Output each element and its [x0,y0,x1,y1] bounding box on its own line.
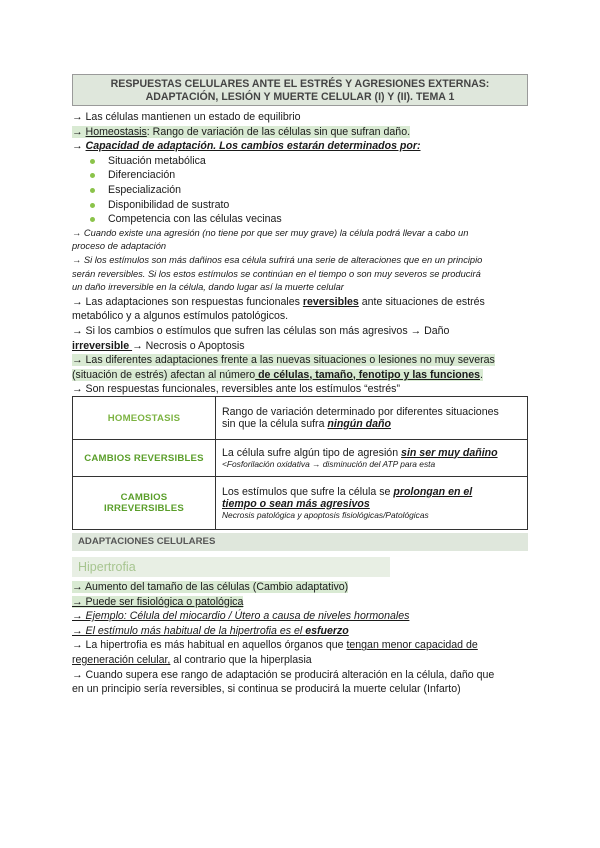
para-1b: metabólico y a algunos estímulos patológicos. [72,310,289,323]
text: IRREVERSIBLES [104,503,184,514]
hip-line-3 [72,609,534,624]
note-1b: proceso de adaptación [72,241,167,252]
text: → Ejemplo: Célula del miocardio / Útero a causa de niveles hormonales [72,610,410,623]
text: al contrario que la hiperplasia [170,653,312,666]
list-item: Diferenciación [90,168,534,183]
intro-line-1: → Las células mantienen un estado de equilibrio [72,111,301,123]
text [222,418,521,430]
emphasis: esfuerzo [305,624,349,637]
cell-response-table [72,396,528,530]
text: Necrosis patológica y apoptosis fisiológicas/Patológicas [222,509,429,520]
table-key: CAMBIOS REVERSIBLES [73,440,216,477]
table-row [73,440,528,477]
table-value [216,477,528,530]
text [222,486,521,498]
text: ante situaciones de estrés [358,295,485,308]
hip-line-1 [72,580,534,595]
para-2b [72,339,534,354]
hip-line-8: en un principio sería reversibles, si continua se producirá la muerte celular (Infarto) [72,683,461,696]
homeostasis-term: Homeostasis [85,125,147,138]
text: → El estímulo más habitual de la hipertrofia es el [72,624,306,637]
hip-line-5 [72,638,534,653]
list-item: Situación metabólica [90,154,534,169]
table-value [216,440,528,477]
text: CAMBIOS [120,492,168,503]
adaptation-factors-list [72,154,534,227]
section-heading: ADAPTACIONES CELULARES [72,533,528,551]
homeostasis-definition: : Rango de variación de las células sin que sufran daño. [146,125,411,138]
intro-section [72,110,534,397]
hip-line-6 [72,653,534,668]
note-2a: → Si los estímulos son más dañinos esa célula sufrirá una serie de alteraciones que en un principio [72,254,483,265]
text: → Las adaptaciones son respuestas funcionales [72,295,303,308]
text: <Fosforilación oxidativa → disminución del ATP para esta [222,458,436,469]
text: → Aumento del tamaño de las células (Cambio adaptativo) [72,581,349,593]
note-2c: un daño irreversible en la célula, dando lugar así la muerte celular [72,282,344,293]
emphasis: tengan menor capacidad de [346,639,478,652]
para-2a: → Si los cambios o estímulos que sufren las células son más agresivos → Daño [72,324,450,337]
list-item: Especialización [90,183,534,198]
text: sin que la célula sufra [222,418,328,430]
list-item: Disponibilidad de sustrato [90,198,534,213]
text: La célula sufre algún tipo de agresión [222,446,402,459]
affected-aspects: de células, tamaño, fenotipo y las funciones [255,368,481,381]
text: → Las diferentes adaptaciones frente a las nuevas situaciones o lesiones no muy severas [72,354,495,367]
table-key: HOMEOSTASIS [73,397,216,440]
hipertrofia-section [72,580,534,697]
text: (situación de estrés) afectan al número [72,368,256,381]
text: Rango de variación determinado por diferentes situaciones [222,406,499,418]
table-row [73,397,528,440]
title-line-2: ADAPTACIÓN, LESIÓN Y MUERTE CELULAR (I) Y (II). TEMA 1 [145,91,455,103]
hip-line-7: → Cuando supera ese rango de adaptación se producirá alteración en la célula, daño que [72,668,495,681]
note-1a: → Cuando existe una agresión (no tiene por que ser muy grave) la célula podrá llevar a cabo un [72,227,469,238]
arrow: → [72,125,86,138]
para-3a [72,353,534,368]
text: → Puede ser fisiológica o patológica [72,595,244,608]
para-3b [72,368,534,383]
adaptation-heading: Capacidad de adaptación. Los cambios estarán determinados por: [85,140,421,153]
table-key [73,477,216,530]
emphasis: sin ser muy dañino [401,446,498,459]
hip-line-2 [72,595,534,610]
emphasis: prolongan en el [393,485,473,498]
text: Los estímulos que sufre la célula se [222,485,394,498]
title-line-1: RESPUESTAS CELULARES ANTE EL ESTRÉS Y AGRESIONES EXTERNAS: [110,78,490,90]
table-value [216,397,528,440]
subsection-heading: Hipertrofia [72,557,390,577]
text: → La hipertrofia es más habitual en aquellos órganos que [72,639,347,652]
hip-line-4 [72,624,534,639]
irreversible-term: irreversible [72,339,133,352]
table-row [73,477,528,530]
arrow: → [72,140,86,153]
reversibles-term: reversibles [302,295,359,308]
emphasis: tiempo o sean más agresivos [222,497,370,510]
text: → Necrosis o Apoptosis [132,339,245,352]
intro-line-3 [72,139,534,154]
note-2b: serán reversibles. Si los estos estímulos se continúan en el tiempo o son muy severos se producirá [72,268,481,279]
para-1a [72,295,534,310]
emphasis: regeneración celular, [72,653,171,666]
para-4: → Son respuestas funcionales, reversibles ante los estímulos “estrés” [72,383,400,396]
text: . [480,368,483,381]
text [222,447,521,459]
list-item: Competencia con las células vecinas [90,212,534,227]
intro-line-2 [72,125,534,140]
emphasis: ningún daño [327,418,391,430]
document-title-box [72,74,528,106]
